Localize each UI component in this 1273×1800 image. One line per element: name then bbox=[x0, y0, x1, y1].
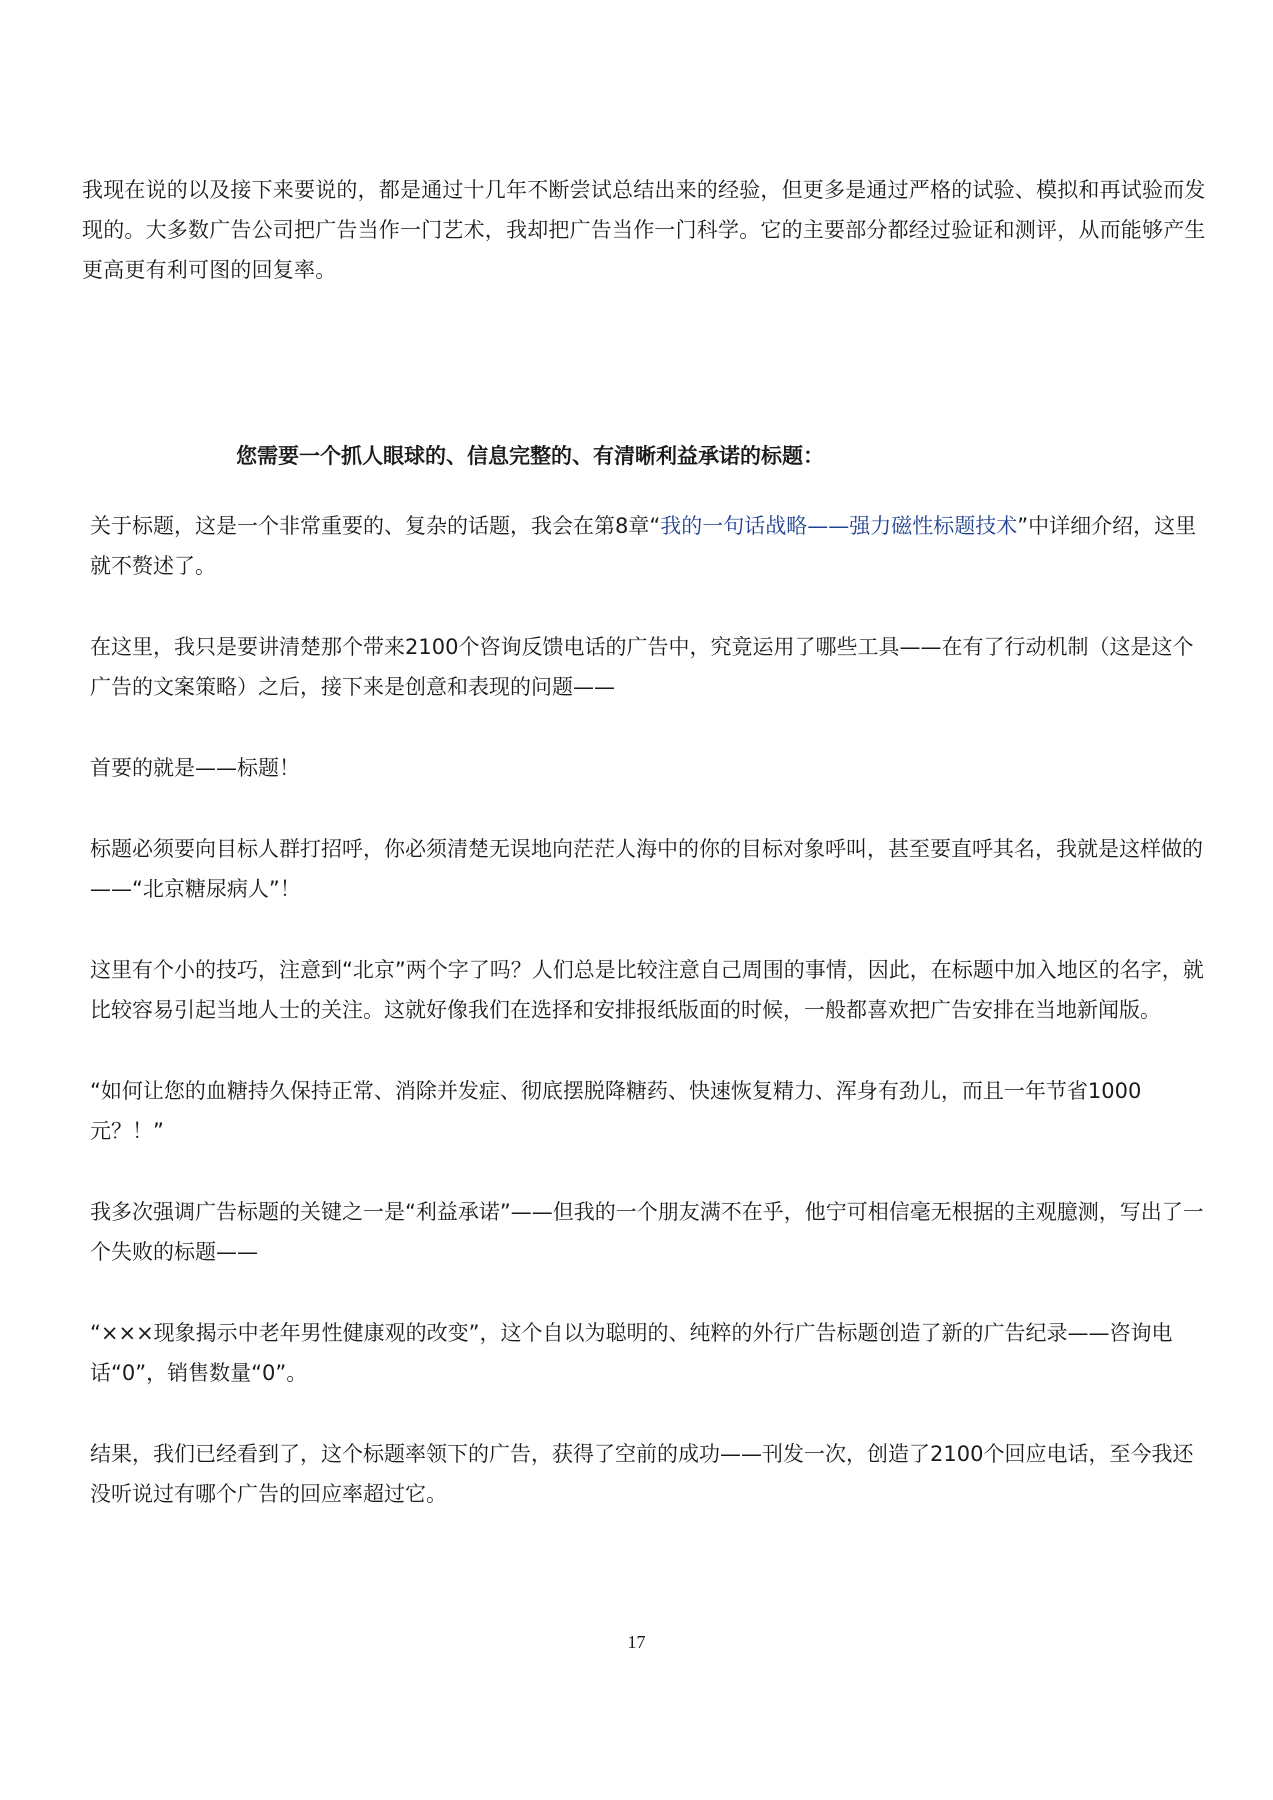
chapter-link[interactable]: 我的一句话战略——强力磁性标题技术 bbox=[660, 514, 1018, 538]
paragraph-example-headline: “如何让您的血糖持久保持正常、消除并发症、彻底摆脱降糖药、快速恢复精力、浑身有劲儿，而且一年节省1000元？！” bbox=[90, 1079, 1142, 1143]
paragraph-region-tip: 这里有个小的技巧，注意到“北京”两个字了吗？人们总是比较注意自己周围的事情，因此，在标题中加入地区的名字，就比较容易引起当地人士的关注。这就好像我们在选择和安排报纸版面的时候，一般都喜欢把广告安排在当地新闻版。 bbox=[90, 958, 1204, 1022]
body-text bbox=[90, 506, 1212, 1555]
section-heading: 您需要一个抓人眼球的、信息完整的、有清晰利益承诺的标题： bbox=[236, 444, 824, 468]
paragraph-greet-audience: 标题必须要向目标人群打招呼，你必须清楚无误地向茫茫人海中的你的目标对象呼叫，甚至要直呼其名，我就是这样做的——“北京糖尿病人”！ bbox=[90, 837, 1203, 901]
paragraph-result: 结果，我们已经看到了，这个标题率领下的广告，获得了空前的成功——刊发一次，创造了2100个回应电话，至今我还没听说过有哪个广告的回应率超过它。 bbox=[90, 1442, 1194, 1506]
intro-paragraph: 我现在说的以及接下来要说的，都是通过十几年不断尝试总结出来的经验，但更多是通过严格的试验、模拟和再试验而发现的。大多数广告公司把广告当作一门艺术，我却把广告当作一门科学。它的主要部分都经过验证和测评，从而能够产生更高更有利可图的回复率。 bbox=[82, 178, 1206, 282]
paragraph-failed-headline: “×××现象揭示中老年男性健康观的改变”，这个自以为聪明的、纯粹的外行广告标题创造了新的广告纪录——咨询电话“0”，销售数量“0”。 bbox=[90, 1321, 1173, 1385]
paragraph-tools: 在这里，我只是要讲清楚那个带来2100个咨询反馈电话的广告中，究竟运用了哪些工具——在有了行动机制（这是这个广告的文案策略）之后，接下来是创意和表现的问题—— bbox=[90, 635, 1194, 699]
paragraph-headline-topic bbox=[90, 506, 1212, 586]
paragraph-benefit-promise: 我多次强调广告标题的关键之一是“利益承诺”——但我的一个朋友满不在乎，他宁可相信毫无根据的主观臆测，写出了一个失败的标题—— bbox=[90, 1200, 1204, 1264]
paragraph-text: 关于标题，这是一个非常重要的、复杂的话题，我会在第8章“ bbox=[90, 514, 661, 538]
paragraph-headline-first: 首要的就是——标题！ bbox=[90, 756, 300, 780]
paragraph-text: ”中详细介绍，这里就不赘述了。 bbox=[90, 514, 1197, 578]
page-number: 17 bbox=[627, 1632, 646, 1652]
